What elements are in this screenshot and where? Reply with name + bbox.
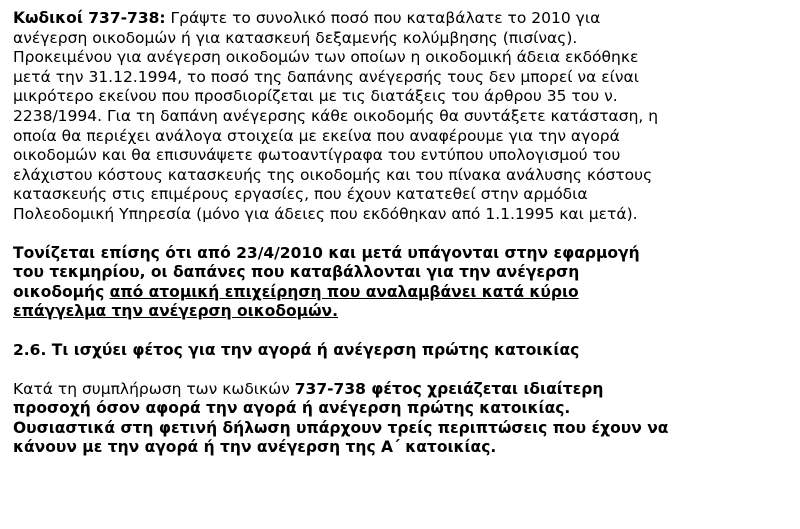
paragraph-line: κάνουν με την αγορά ή την ανέγερση της Α΄ κατοικίας. <box>13 438 497 457</box>
paragraph-text: οικοδομής <box>13 282 110 301</box>
paragraph-line: 2238/1994. Για τη δαπάνη ανέγερσης κάθε οικοδομής θα συντάξετε κατάσταση, η <box>13 106 659 125</box>
paragraph-line: μικρότερο εκείνου που προσδιορίζεται με τις διατάξεις του άρθρου 35 του ν. <box>13 87 618 106</box>
paragraph-line <box>13 283 793 303</box>
paragraph-line <box>13 9 793 29</box>
document-page <box>13 9 793 458</box>
paragraph-line: του τεκμηρίου, οι δαπάνες που καταβάλλονται για την ανέγερση <box>13 263 580 282</box>
paragraph-line: Προκειμένου για ανέγερση οικοδομών των οποίων η οικοδομική άδεια εκδόθηκε <box>13 48 639 67</box>
paragraph-line: Πολεοδομική Υπηρεσία (μόνο για άδειες που εκδόθηκαν από 1.1.1995 και μετά). <box>13 204 638 223</box>
paragraph-line <box>13 302 793 322</box>
paragraph-line: μετά την 31.12.1994, το ποσό της δαπάνης ανέγερσής τους δεν μπορεί να είναι <box>13 67 639 86</box>
codes-label: Κωδικοί 737-738: <box>13 9 166 27</box>
paragraph-line: Τονίζεται επίσης ότι από 23/4/2010 και μετά υπάγονται στην εφαρμογή <box>13 243 640 262</box>
paragraph-first-residence <box>13 380 793 458</box>
paragraph-line: κατασκευής στις επιμέρους εργασίες, που έχουν κατατεθεί στην αρμόδια <box>13 185 588 204</box>
underlined-text: από ατομική επιχείρηση που αναλαμβάνει κατά κύριο <box>109 282 579 301</box>
paragraph-line <box>13 380 793 400</box>
paragraph-emphasis <box>13 244 793 322</box>
paragraph-line: προσοχή όσον αφορά την αγορά ή ανέγερση πρώτης κατοικίας. <box>13 399 571 418</box>
paragraph-text: Γράψτε το συνολικό ποσό που καταβάλατε το 2010 για <box>170 9 601 27</box>
paragraph-codes-737-738 <box>13 9 793 225</box>
bold-text: 737-738 φέτος χρειάζεται ιδιαίτερη <box>294 379 604 398</box>
paragraph-line: ελάχιστου κόστους κατασκευής της οικοδομής και του πίνακα ανάλυσης κόστους <box>13 165 653 184</box>
paragraph-line: οικοδομών και θα επισυνάψετε φωτοαντίγραφα του εντύπου υπολογισμού του <box>13 146 621 165</box>
paragraph-text: Κατά τη συμπλήρωση των κωδικών <box>13 379 295 398</box>
paragraph-line: ανέγερση οικοδομών ή για κατασκευή δεξαμενής κολύμβησης (πισίνας). <box>13 28 578 47</box>
paragraph-line: οποία θα περιέχει ανάλογα στοιχεία με εκείνα που αναφέρουμε για την αγορά <box>13 126 620 145</box>
paragraph-line: Ουσιαστικά στη φετινή δήλωση υπάρχουν τρείς περιπτώσεις που έχουν να <box>13 418 669 437</box>
underlined-text: επάγγελμα την ανέγερση οικοδομών. <box>13 302 339 321</box>
section-heading: 2.6. Τι ισχύει φέτος για την αγορά ή ανέγερση πρώτης κατοικίας <box>13 340 580 359</box>
